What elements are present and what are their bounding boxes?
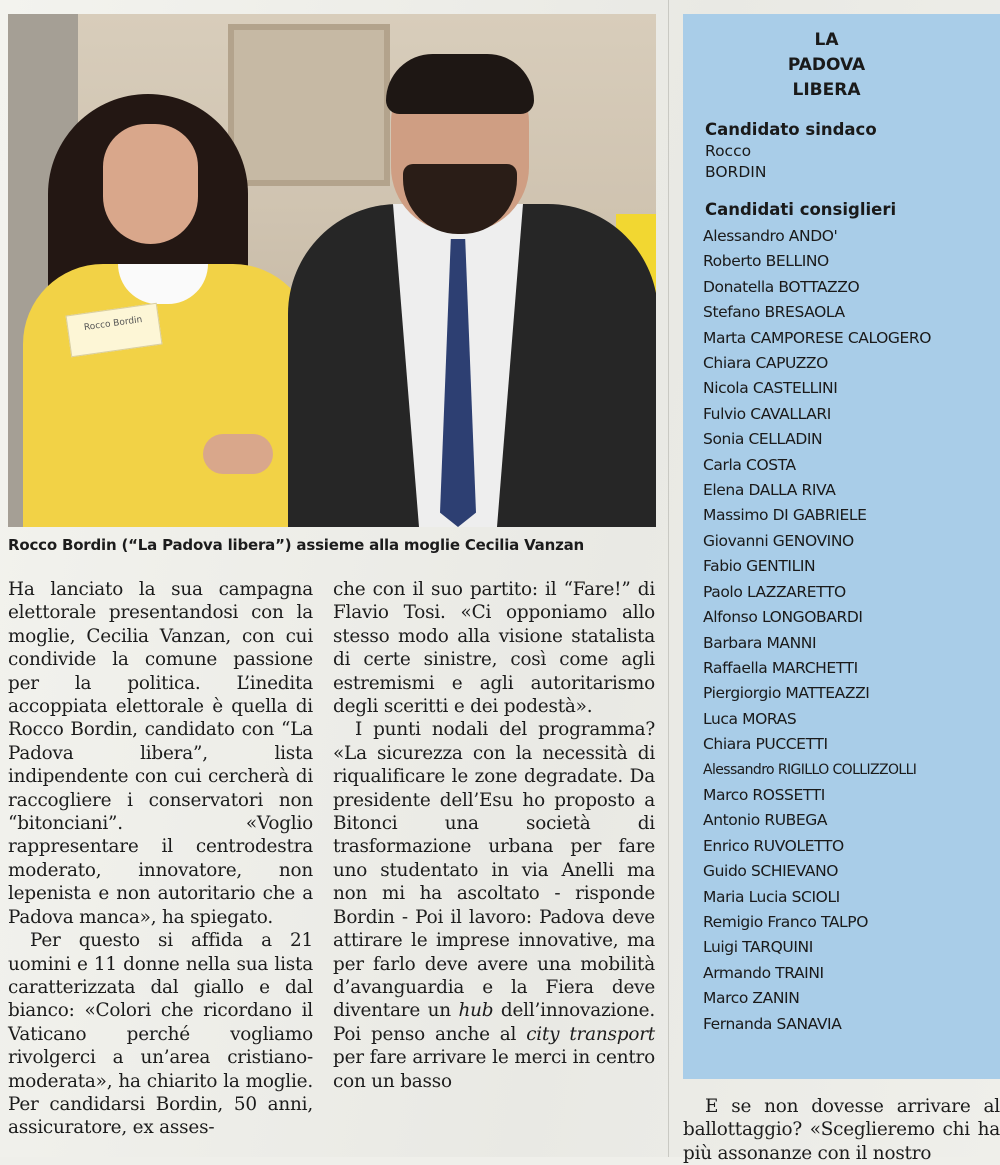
candidate-name: Roberto BELLINO [703,252,829,271]
candidate-name: Chiara PUCCETTI [703,735,828,754]
candidate-name: Marco ROSSETTI [703,785,825,804]
candidate-name: Sonia CELLADIN [703,430,823,449]
candidate-name: Antonio RUBEGA [703,811,828,830]
woman-hand [203,434,273,474]
candidate-name: Massimo DI GABRIELE [703,506,867,525]
candidate-name: Marco ZANIN [703,989,800,1008]
candidate-name: Fabio GENTILIN [703,557,816,576]
article-paragraph: E se non dovesse arrivare al ballottaggio? «Sceglieremo chi ha più assonanze con il nostro [683,1096,1000,1164]
candidate-name: Stefano BRESAOLA [703,303,845,322]
candidate-name: Piergiorgio MATTEAZZI [703,684,870,703]
italic-hub: hub [458,1000,494,1022]
news-photo [8,14,656,527]
article-column-2 [333,578,655,1093]
candidate-name: Armando TRAINI [703,963,824,982]
candidate-name: Enrico RUVOLETTO [703,836,844,855]
article-column-1 [8,578,313,1140]
article-paragraph: che con il suo partito: il “Fare!” di Flavio Tosi. «Ci opponiamo allo stesso modo alla visione statalista di certe sinistre, così come agli estremismi e agli autoritarismo degli sceritti e dei podestà». [333,579,655,718]
candidate-name: Alessandro RIGILLO COLLIZZOLLI [703,761,917,778]
list-title [683,28,970,103]
council-label: Candidati consiglieri [705,200,897,219]
woman-face [103,124,198,244]
article-paragraph: Per questo si affida a 21 uomini e 11 donne nella sua lista caratterizzata dal giallo e dal bianco: «Colori che ricordano il Vaticano perché vogliamo rivolgerci a un’area cristiano-moderata», ha chiarito la moglie. Per candidarsi Bordin, 50 anni, assicuratore, ex asses- [8,930,313,1139]
candidate-name: Fernanda SANAVIA [703,1014,842,1033]
title-line: LA [814,30,839,50]
article-column-3 [683,1095,1000,1165]
candidate-name: Paolo LAZZARETTO [703,582,846,601]
candidate-list-box [683,14,1000,1079]
text-run: I punti nodali del programma? «La sicurezza con la necessità di riqualificare le zone degradate. Da presidente dell’Esu ho proposto a Bitonci una società di trasformazione urbana per fare uno studentato in via Anelli ma non mi ha ascoltato - risponde Bordin - Poi il lavoro: Padova deve attirare le imprese innovative, ma per farlo deve avere una mobilità d’avanguardia e la Fiera deve diventare un [333,719,655,1022]
candidate-name: Giovanni GENOVINO [703,531,854,550]
candidate-name: Alfonso LONGOBARDI [703,608,863,627]
text-run: dell’innovazione. Poi penso anche al [333,1000,655,1045]
man-hair [386,54,534,114]
title-line: PADOVA [787,55,866,75]
candidate-name: Marta CAMPORESE CALOGERO [703,328,932,347]
photo-caption: Rocco Bordin (“La Padova libera”) assieme alla moglie Cecilia Vanzan [8,536,585,554]
candidate-name: Maria Lucia SCIOLI [703,887,840,906]
mayor-label: Candidato sindaco [705,120,877,139]
photo-window [228,24,390,186]
column-divider [668,0,669,1157]
candidate-name: Luca MORAS [703,709,797,728]
mayor-last-name: BORDIN [705,163,767,181]
candidate-list [683,224,1000,1037]
candidate-name: Chiara CAPUZZO [703,354,828,373]
article-paragraph [333,718,655,1093]
candidate-name: Luigi TARQUINI [703,938,813,957]
title-line: LIBERA [792,80,861,100]
mayor-first-name: Rocco [705,142,752,160]
text-run: per fare arrivare le merci in centro con un basso [333,1047,655,1092]
candidate-name: Guido SCHIEVANO [703,862,839,881]
candidate-name: Remigio Franco TALPO [703,912,869,931]
candidate-name: Carla COSTA [703,455,796,474]
candidate-name: Alessandro ANDO' [703,227,838,245]
candidate-name: Fulvio CAVALLARI [703,404,831,423]
candidate-name: Barbara MANNI [703,633,817,652]
candidate-name: Nicola CASTELLINI [703,379,838,398]
name-badge: Rocco Bordin [66,303,163,357]
candidate-name: Raffaella MARCHETTI [703,658,858,677]
italic-city-transport: city transport [526,1023,655,1045]
article-paragraph: Ha lanciato la sua campagna elettorale presentandosi con la moglie, Cecilia Vanzan, con cui condivide la comune passione per la politica. L’inedita accoppiata elettorale è quella di Rocco Bordin, candidato con “La Padova libera”, lista indipendente con cui cercherà di raccogliere i conservatori non “bitonciani”. «Voglio rappresentare il centrodestra moderato, innovatore, non lepenista e non autoritario che a Padova manca», ha spiegato. [8,579,313,928]
candidate-name: Elena DALLA RIVA [703,481,836,500]
candidate-name: Donatella BOTTAZZO [703,277,860,296]
